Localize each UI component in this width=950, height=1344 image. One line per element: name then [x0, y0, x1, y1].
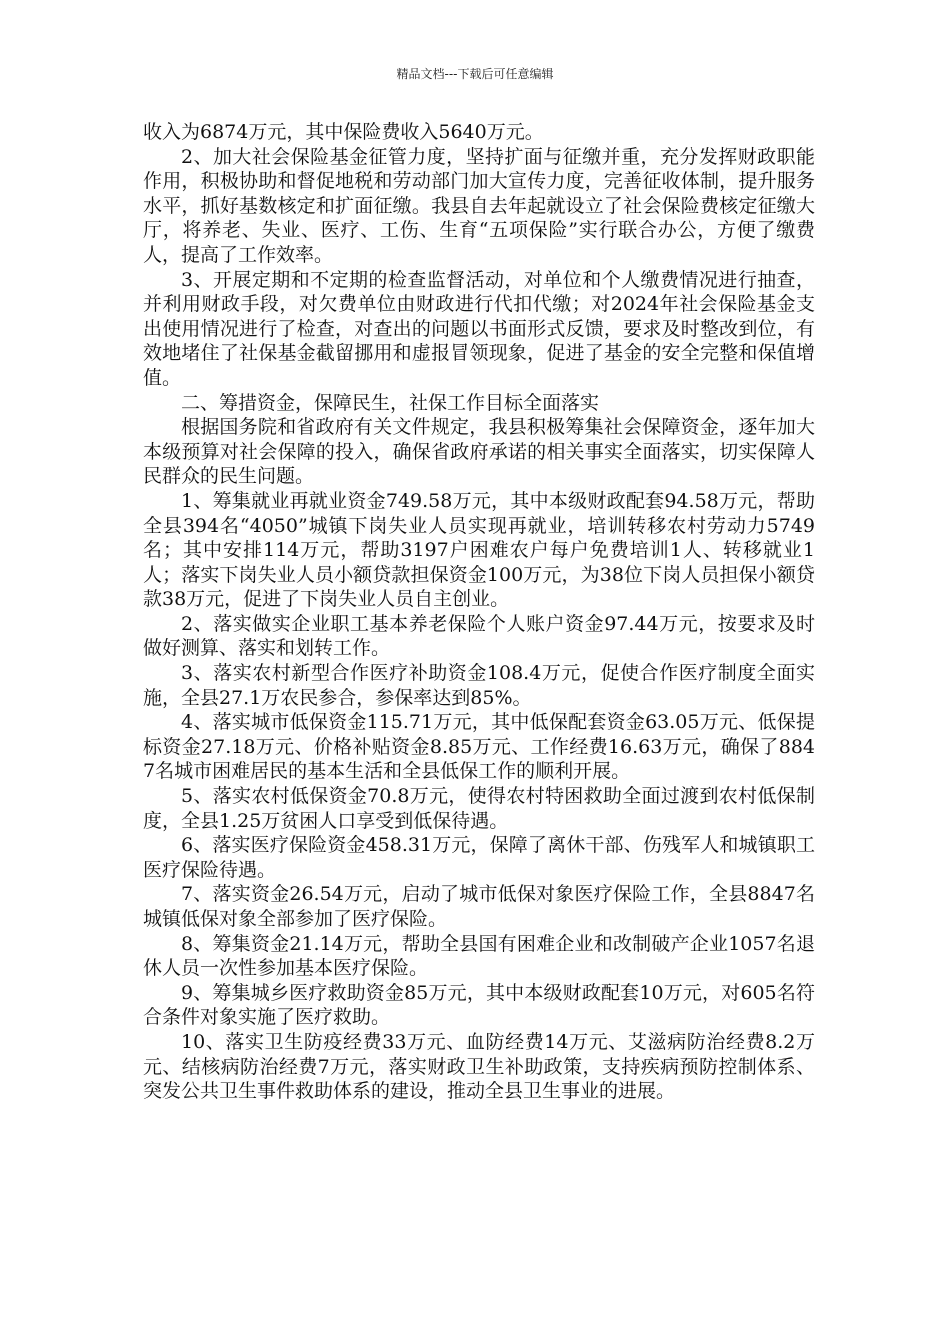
paragraph-continued: 收入为6874万元，其中保险费收入5640万元。 [143, 121, 544, 143]
section-heading: 二、筹措资金，保障民生，社保工作目标全面落实 [181, 391, 600, 414]
paragraph: 6、落实医疗保险资金458.31万元，保障了离休干部、伤残军人和城镇职工医疗保险待遇。 [143, 834, 815, 881]
paragraph: 8、筹集资金21.14万元，帮助全县国有困难企业和改制破产企业1057名退休人员一次性参加基本医疗保险。 [143, 932, 815, 980]
paragraph: 7、落实资金26.54万元，启动了城市低保对象医疗保险工作，全县8847名城镇低保对象全部参加了医疗保险。 [143, 883, 815, 930]
paragraph: 根据国务院和省政府有关文件规定，我县积极筹集社会保障资金，逐年加大本级预算对社会保障的投入，确保省政府承诺的相关事实全面落实，切实保障人民群众的民生问题。 [143, 416, 815, 488]
paragraph: 2、加大社会保险基金征管力度，坚持扩面与征缴并重，充分发挥财政职能作用，积极协助和督促地税和劳动部门加大宣传力度，完善征收体制，提升服务水平，抓好基数核定和扩面征缴。我县自去年起就设立了社会保险费核定征缴大厅，将养老、失业、医疗、工伤、生育“五项保险”实行联合办公，方便了缴费人，提高了工作效率。 [143, 145, 815, 266]
paragraph: 3、落实农村新型合作医疗补助资金108.4万元，促使合作医疗制度全面实施，全县27.1万农民参合，参保率达到85%。 [143, 662, 815, 709]
paragraph: 4、落实城市低保资金115.71万元，其中低保配套资金63.05万元、低保提标资金27.18万元、价格补贴资金8.85万元、工作经费16.63万元，确保了8847名城市困难居民的基本生活和全县低保工作的顺利开展。 [143, 711, 815, 783]
document-body [143, 120, 815, 1104]
paragraph: 2、落实做实企业职工基本养老保险个人账户资金97.44万元，按要求及时做好测算、落实和划转工作。 [143, 612, 815, 660]
paragraph: 5、落实农村低保资金70.8万元，使得农村特困救助全面过渡到农村低保制度，全县1.25万贫困人口享受到低保待遇。 [143, 785, 815, 832]
paragraph: 10、落实卫生防疫经费33万元、血防经费14万元、艾滋病防治经费8.2万元、结核病防治经费7万元，落实财政卫生补助政策，支持疾病预防控制体系、突发公共卫生事件救助体系的建设，推动全县卫生事业的进展。 [143, 1030, 815, 1103]
paragraph: 3、开展定期和不定期的检查监督活动，对单位和个人缴费情况进行抽查，并利用财政手段，对欠费单位由财政进行代扣代缴；对2024年社会保险基金支出使用情况进行了检查，对查出的问题以书面形式反馈，要求及时整改到位，有效地堵住了社保基金截留挪用和虚报冒领现象，促进了基金的安全完整和保值增值。 [143, 268, 815, 389]
page-header: 精品文档---下载后可任意编辑 [396, 67, 554, 81]
paragraph: 1、筹集就业再就业资金749.58万元，其中本级财政配套94.58万元，帮助全县394名“4050”城镇下岗失业人员实现再就业，培训转移农村劳动力5749名；其中安排114万元，帮助3197户困难农户每户免费培训1人、转移就业1人；落实下岗失业人员小额贷款担保资金100万元，为38位下岗人员担保小额贷款38万元，促进了下岗失业人员自主创业。 [143, 489, 815, 611]
paragraph: 9、筹集城乡医疗救助资金85万元，其中本级财政配套10万元，对605名符合条件对象实施了医疗救助。 [143, 981, 815, 1029]
